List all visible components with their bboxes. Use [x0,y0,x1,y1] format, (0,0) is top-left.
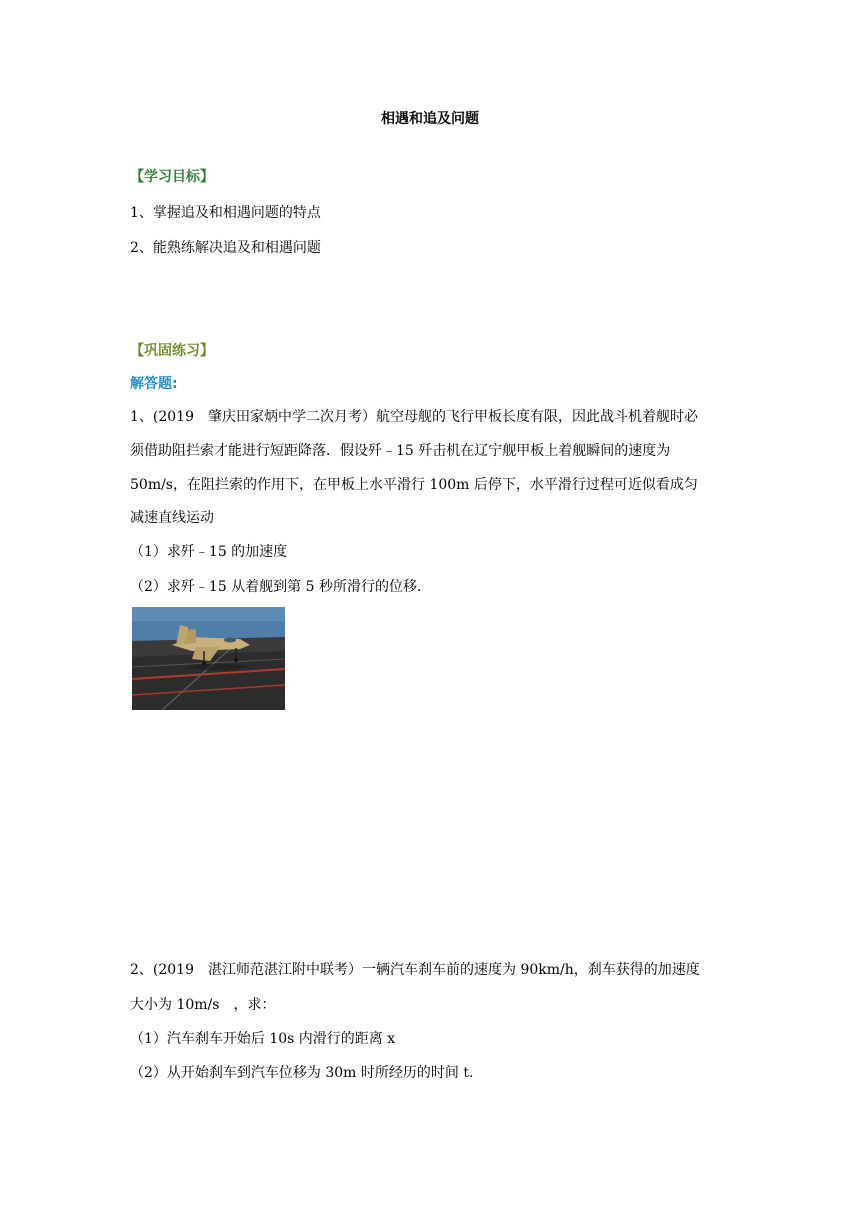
q2-text-line: 2、(2019 湛江师范湛江附中联考）一辆汽车刹车前的速度为 90km/h，刹车获得的加速度 [130,962,700,978]
page-title: 相遇和追及问题 [381,111,479,127]
q1-text-line: 1、(2019 肇庆田家炳中学二次月考）航空母舰的飞行甲板长度有限，因此战斗机着舰时必 [130,409,698,425]
q1-subquestion-1: （1）求歼﹣15 的加速度 [130,544,288,560]
q2-text-line: 大小为 10m/s ，求： [130,997,276,1013]
objective-item: 2、能熟练解决追及和相遇问题 [130,240,321,256]
objective-item: 1、掌握追及和相遇问题的特点 [130,205,321,221]
q1-text-line: 须借助阻拦索才能进行短距降落．假设歼﹣15 歼击机在辽宁舰甲板上着舰瞬间的速度为 [130,443,671,459]
fighter-jet-on-carrier-photo [132,607,285,710]
q2-subquestion-2: （2）从开始刹车到汽车位移为 30m 时所经历的时间 t. [130,1065,474,1081]
q1-subquestion-2: （2）求歼﹣15 从着舰到第 5 秒所滑行的位移． [130,579,431,595]
q2-subquestion-1: （1）汽车刹车开始后 10s 内滑行的距离 x [130,1031,396,1047]
q1-text-line: 减速直线运动 [130,510,214,526]
q1-text-line: 50m/s，在阻拦索的作用下，在甲板上水平滑行 100m 后停下，水平滑行过程可近似看成匀 [130,477,698,493]
objectives-heading: 【学习目标】 [130,169,214,185]
practice-heading: 【巩固练习】 [130,343,214,359]
practice-subheading: 解答题: [130,376,178,392]
